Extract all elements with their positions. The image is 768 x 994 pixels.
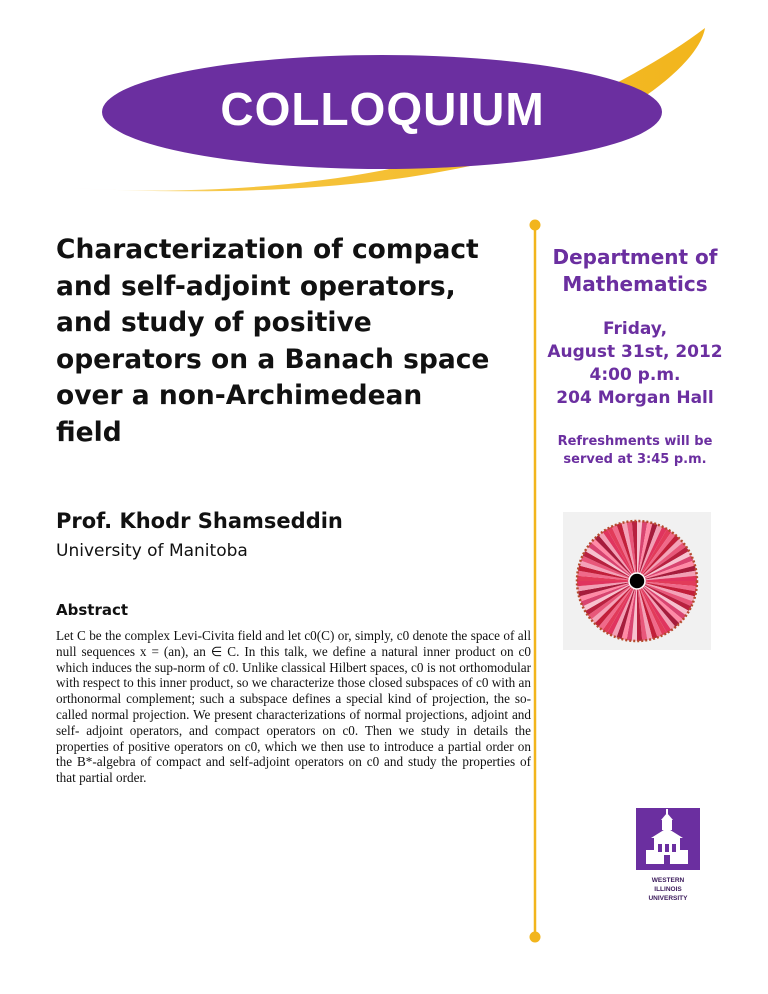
wheel-hub bbox=[629, 573, 645, 589]
talk-title-line: over a non-Archimedean bbox=[56, 380, 423, 411]
event-location: 204 Morgan Hall bbox=[556, 388, 714, 408]
department-name bbox=[520, 244, 750, 298]
abstract-text: Let C be the complex Levi-Civita field and let c0(C) or, simply, c0 denote the space of all null sequences x = (an), an ∈ C. In this talk, we define a natural inner product on c0 which induces the sup-norm of c0. Unlike classical Hilbert spaces, c0 is not orthomodular with respect to this inner product, so we characterize those closed subspaces of c0 with an orthonormal complement; such a subspace defines a special kind of projection, the so-called normal projection. We present characterizations of normal projections, adjoint and self- adjoint operators, and compact operators on c0. Then we study in details the properties of positive operators on c0, which we then use to introduce a partial order on the B*-algebra of compact and self-adjoint operators on c0 and study the properties of that partial order. bbox=[56, 628, 531, 786]
logo-line-1: WESTERN bbox=[651, 877, 685, 884]
department-line: Department of bbox=[552, 245, 718, 269]
divider-top-dot bbox=[530, 220, 541, 231]
refreshments-line: served at 3:45 p.m. bbox=[563, 452, 707, 467]
event-time: 4:00 p.m. bbox=[589, 365, 681, 385]
event-day: Friday, bbox=[602, 319, 668, 339]
department-line: Mathematics bbox=[562, 272, 708, 296]
talk-title-line: and self-adjoint operators, bbox=[56, 270, 456, 302]
colloquium-title: COLLOQUIUM bbox=[220, 83, 545, 135]
event-date: August 31st, 2012 bbox=[547, 342, 723, 362]
logo-line-2: ILLINOIS bbox=[654, 886, 682, 893]
event-details bbox=[520, 318, 750, 410]
refreshments-line: Refreshments will be bbox=[557, 434, 713, 449]
university-logo bbox=[636, 808, 700, 908]
logo-line-3: UNIVERSITY bbox=[648, 895, 688, 902]
refreshments-note bbox=[520, 433, 750, 469]
talk-title-line: and study of positive bbox=[56, 307, 372, 338]
speaker-affiliation: University of Manitoba bbox=[56, 541, 248, 561]
abstract-heading: Abstract bbox=[56, 601, 129, 619]
talk-title bbox=[56, 232, 526, 451]
talk-title-line: field bbox=[56, 416, 122, 448]
color-wheel-image bbox=[563, 512, 711, 650]
divider-bottom-dot bbox=[530, 932, 541, 943]
speaker-name: Prof. Khodr Shamseddin bbox=[56, 509, 343, 533]
talk-title-line: Characterization of compact bbox=[56, 234, 479, 265]
talk-title-line: operators on a Banach space bbox=[56, 343, 490, 375]
